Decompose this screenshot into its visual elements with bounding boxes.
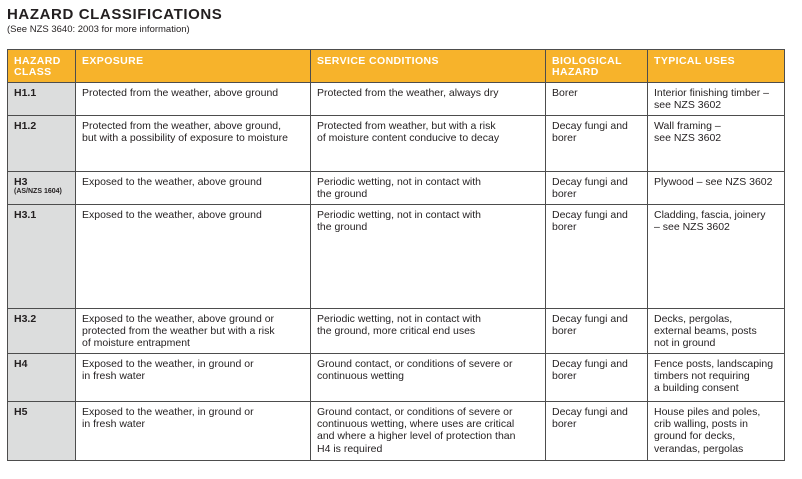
hazard-class-code: H3 <box>14 176 28 188</box>
cell-line: Wall framing – <box>654 120 721 132</box>
cell-line: but with a possibility of exposure to moisture <box>82 132 289 145</box>
hazard-class-code: H1.1 <box>14 87 37 99</box>
page-title: HAZARD CLASSIFICATIONS <box>7 6 223 23</box>
cell-line: Ground contact, or conditions of severe or <box>317 406 513 418</box>
table-row <box>8 172 785 205</box>
exposure-cell <box>76 354 311 402</box>
cell-line: see NZS 3602 <box>654 132 722 145</box>
exposure-cell <box>76 116 311 172</box>
cell-line: of moisture entrapment <box>82 337 190 350</box>
cell-line: continuous wetting, where uses are critical <box>317 418 515 431</box>
exposure-cell <box>76 309 311 354</box>
header-typical-uses <box>648 50 785 83</box>
table-row <box>8 354 785 402</box>
cell-line: Periodic wetting, not in contact with <box>317 313 482 325</box>
cell-line: the ground, more critical end uses <box>317 325 476 338</box>
hazard-class-code: H5 <box>14 406 28 418</box>
header-biological-hazard <box>546 50 648 83</box>
cell-line: Decay fungi and <box>552 406 628 418</box>
header-service-conditions <box>311 50 546 83</box>
header-line: EXPOSURE <box>82 55 144 67</box>
cell-line: House piles and poles, <box>654 406 761 418</box>
header-line: HAZARD <box>552 66 599 78</box>
cell-line: external beams, posts <box>654 325 757 338</box>
hazard-class-cell <box>8 309 76 354</box>
cell-line: and where a higher level of protection than <box>317 430 516 443</box>
cell-line: continuous wetting <box>317 370 404 383</box>
cell-line: ground for decks, <box>654 430 736 443</box>
header-exposure <box>76 50 311 83</box>
cell-line: borer <box>552 370 577 383</box>
service-conditions-cell <box>311 205 546 309</box>
cell-line: Decks, pergolas, <box>654 313 733 325</box>
cell-line: of moisture content conducive to decay <box>317 132 500 145</box>
hazard-class-cell <box>8 83 76 116</box>
header-line: SERVICE CONDITIONS <box>317 55 439 67</box>
header-hazard-class <box>8 50 76 83</box>
cell-line: verandas, pergolas <box>654 442 744 455</box>
cell-line: see NZS 3602 <box>654 99 722 112</box>
hazard-class-standard: (AS/NZS 1604) <box>14 188 62 196</box>
cell-line: Interior finishing timber – <box>654 87 769 99</box>
cell-line: Plywood – see NZS 3602 <box>654 176 773 188</box>
cell-line: Exposed to the weather, above ground <box>82 209 262 221</box>
cell-line: Decay fungi and <box>552 176 628 188</box>
header-line: TYPICAL USES <box>654 55 736 67</box>
cell-line: Periodic wetting, not in contact with <box>317 176 482 188</box>
hazard-class-cell <box>8 116 76 172</box>
typical-uses-cell <box>648 172 785 205</box>
cell-line: borer <box>552 132 577 145</box>
header-line: BIOLOGICAL <box>552 55 622 67</box>
cell-line: in fresh water <box>82 370 146 383</box>
biological-hazard-cell <box>546 83 648 116</box>
cell-line: Decay fungi and <box>552 209 628 221</box>
cell-line: crib walling, posts in <box>654 418 748 431</box>
biological-hazard-cell <box>546 116 648 172</box>
typical-uses-cell <box>648 402 785 461</box>
hazard-class-code: H3.2 <box>14 313 37 325</box>
cell-line: Protected from the weather, above ground <box>82 87 279 99</box>
exposure-cell <box>76 172 311 205</box>
cell-line: H4 is required <box>317 442 383 455</box>
typical-uses-cell <box>648 116 785 172</box>
cell-line: Ground contact, or conditions of severe or <box>317 358 513 370</box>
cell-line: Fence posts, landscaping <box>654 358 774 370</box>
cell-line: a building consent <box>654 382 739 395</box>
cell-line: borer <box>552 221 577 234</box>
cell-line: in fresh water <box>82 418 146 431</box>
hazard-class-cell <box>8 402 76 461</box>
hazard-class-cell <box>8 205 76 309</box>
service-conditions-cell <box>311 309 546 354</box>
exposure-cell <box>76 205 311 309</box>
cell-line: Exposed to the weather, in ground or <box>82 406 254 418</box>
hazard-class-cell <box>8 172 76 205</box>
table-header-row <box>8 50 785 83</box>
service-conditions-cell <box>311 172 546 205</box>
header-line: CLASS <box>14 66 52 78</box>
service-conditions-cell <box>311 354 546 402</box>
cell-line: not in ground <box>654 337 716 350</box>
header-line: HAZARD <box>14 55 61 67</box>
typical-uses-cell <box>648 205 785 309</box>
table-row <box>8 309 785 354</box>
cell-line: Decay fungi and <box>552 313 628 325</box>
cell-line: Protected from the weather, above ground, <box>82 120 282 132</box>
hazard-class-code: H1.2 <box>14 120 37 132</box>
cell-line: Protected from weather, but with a risk <box>317 120 496 132</box>
exposure-cell <box>76 83 311 116</box>
cell-line: Decay fungi and <box>552 120 628 132</box>
service-conditions-cell <box>311 83 546 116</box>
hazard-class-cell <box>8 354 76 402</box>
cell-line: Periodic wetting, not in contact with <box>317 209 482 221</box>
table-row <box>8 402 785 461</box>
page-subtitle: (See NZS 3640: 2003 for more information) <box>7 24 190 35</box>
typical-uses-cell <box>648 83 785 116</box>
cell-line: timbers not requiring <box>654 370 750 383</box>
cell-line: protected from the weather but with a risk <box>82 325 275 338</box>
table-row <box>8 83 785 116</box>
cell-line: Cladding, fascia, joinery <box>654 209 766 221</box>
cell-line: borer <box>552 418 577 431</box>
cell-line: Protected from the weather, always dry <box>317 87 499 99</box>
cell-line: Decay fungi and <box>552 358 628 370</box>
cell-line: borer <box>552 325 577 338</box>
cell-line: the ground <box>317 188 368 201</box>
cell-line: Exposed to the weather, above ground or <box>82 313 275 325</box>
hazard-class-code: H4 <box>14 358 28 370</box>
cell-line: borer <box>552 188 577 201</box>
table-row <box>8 205 785 309</box>
biological-hazard-cell <box>546 402 648 461</box>
table-row <box>8 116 785 172</box>
hazard-classification-table <box>7 49 785 461</box>
typical-uses-cell <box>648 309 785 354</box>
cell-line: Exposed to the weather, in ground or <box>82 358 254 370</box>
cell-line: Borer <box>552 87 578 99</box>
service-conditions-cell <box>311 116 546 172</box>
cell-line: Exposed to the weather, above ground <box>82 176 262 188</box>
biological-hazard-cell <box>546 309 648 354</box>
cell-line: the ground <box>317 221 368 234</box>
cell-line: – see NZS 3602 <box>654 221 730 234</box>
exposure-cell <box>76 402 311 461</box>
biological-hazard-cell <box>546 172 648 205</box>
biological-hazard-cell <box>546 205 648 309</box>
typical-uses-cell <box>648 354 785 402</box>
service-conditions-cell <box>311 402 546 461</box>
hazard-class-code: H3.1 <box>14 209 37 221</box>
biological-hazard-cell <box>546 354 648 402</box>
